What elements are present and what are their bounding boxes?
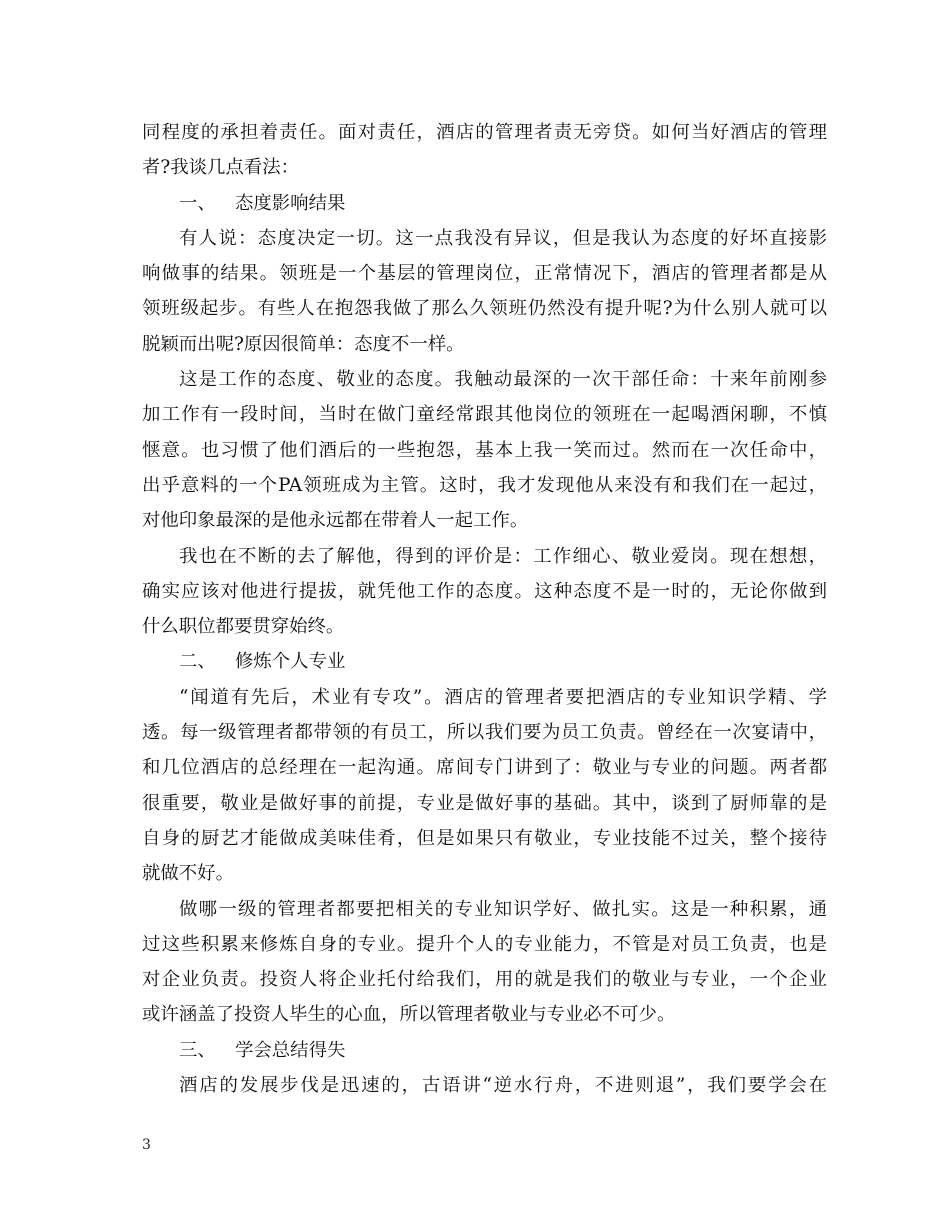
paragraph-line: 很重要，敬业是做好事的前提，专业是做好事的基础。其中，谈到了厨师靠的是: [142, 792, 827, 814]
paragraph-line: 酒店的发展步伐是迅速的，古语讲“逆水行舟，不进则退”，我们要学会在: [179, 1075, 827, 1097]
paragraph-line: 惬意。也习惯了他们酒后的一些抱怨，基本上我一笑而过。然而在一次任命中，: [142, 439, 827, 461]
paragraph-line: 或许涵盖了投资人毕生的心血，所以管理者敬业与专业必不可少。: [142, 1004, 676, 1026]
paragraph-line: 透。每一级管理者都带领的有员工，所以我们要为员工负责。曾经在一次宴请中，: [142, 722, 827, 744]
section-number: 一、: [179, 192, 216, 214]
paragraph-line: 响做事的结果。领班是一个基层的管理岗位，正常情况下，酒店的管理者都是从: [142, 263, 827, 285]
paragraph-line: 和几位酒店的总经理在一起沟通。席间专门讲到了：敬业与专业的问题。两者都: [142, 757, 827, 779]
document-body: [142, 115, 827, 1103]
paragraph-line: 加工作有一段时间，当时在做门童经常跟其他岗位的领班在一起喝酒闲聊，不慎: [142, 404, 827, 426]
section-heading-2: [142, 644, 827, 679]
paragraph-line: 什么职位都要贯穿始终。: [142, 616, 345, 638]
paragraph-line: 者?我谈几点看法：: [142, 157, 299, 179]
paragraph-line: “闻道有先后，术业有专攻”。酒店的管理者要把酒店的专业知识学精、学: [179, 686, 827, 708]
section-number: 二、: [179, 651, 216, 673]
paragraph-line: 脱颖而出呢?原因很简单：态度不一样。: [142, 333, 465, 355]
paragraph-line: 我也在不断的去了解他，得到的评价是：工作细心、敬业爱岗。现在想想，: [179, 545, 827, 567]
paragraph-line: 对他印象最深的是他永远都在带着人一起工作。: [142, 510, 529, 532]
paragraph-line: 出乎意料的一个PA领班成为主管。这时，我才发现他从来没有和我们在一起过，: [142, 474, 827, 496]
paragraph-line: 确实应该对他进行提拔，就凭他工作的态度。这种态度不是一时的，无论你做到: [142, 580, 827, 602]
page-number: 3: [142, 1137, 151, 1153]
section-number: 三、: [179, 1039, 216, 1061]
paragraph-line: 这是工作的态度、敬业的态度。我触动最深的一次干部任命：十来年前刚参: [179, 369, 827, 391]
paragraph-line: 就做不好。: [142, 863, 234, 885]
paragraph-line: 对企业负责。投资人将企业托付给我们，用的就是我们的敬业与专业，一个企业: [142, 969, 827, 991]
paragraph-line: 领班级起步。有些人在抱怨我做了那么久领班仍然没有提升呢?为什么别人就可以: [142, 298, 827, 320]
section-heading-3: [142, 1033, 827, 1068]
paragraph-line: 过这些积累来修炼自身的专业。提升个人的专业能力，不管是对员工负责，也是: [142, 933, 827, 955]
paragraph-line: 做哪一级的管理者都要把相关的专业知识学好、做扎实。这是一种积累，通: [179, 898, 827, 920]
section-heading-1: [142, 186, 827, 221]
section-title: 学会总结得失: [235, 1039, 346, 1061]
section-title: 态度影响结果: [235, 192, 346, 214]
section-title: 修炼个人专业: [235, 651, 346, 673]
paragraph-line: 自身的厨艺才能做成美味佳肴，但是如果只有敬业，专业技能不过关，整个接待: [142, 827, 827, 849]
paragraph-line: 同程度的承担着责任。面对责任，酒店的管理者责无旁贷。如何当好酒店的管理: [142, 122, 827, 143]
paragraph-line: 有人说：态度决定一切。这一点我没有异议，但是我认为态度的好坏直接影: [179, 227, 827, 249]
